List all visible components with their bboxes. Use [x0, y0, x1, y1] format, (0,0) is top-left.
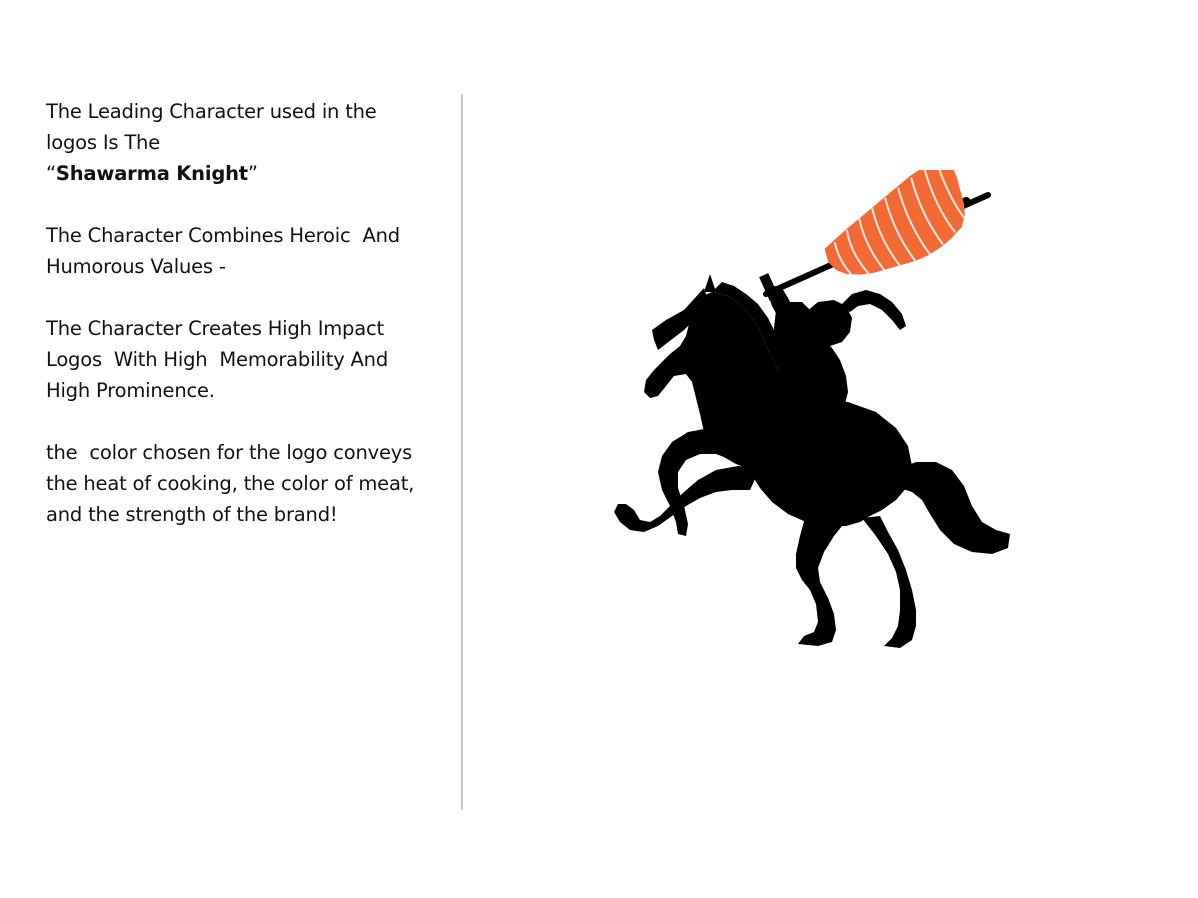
- shawarma-knight-logo: [600, 170, 1020, 650]
- shawarma-icon: [808, 170, 981, 294]
- values-line-1: The Character Combines Heroic And: [46, 224, 400, 247]
- character-name-line: [46, 158, 446, 189]
- quote-close: ”: [247, 162, 258, 185]
- impact-paragraph: [46, 313, 446, 406]
- intro-paragraph: [46, 96, 446, 189]
- impact-line-3: High Prominence.: [46, 379, 215, 402]
- description-column: [46, 96, 446, 530]
- intro-line-2: logos Is The: [46, 131, 160, 154]
- color-line-1: the color chosen for the logo conveys: [46, 441, 413, 464]
- vertical-divider: [461, 94, 463, 810]
- character-name: Shawarma Knight: [55, 162, 248, 185]
- impact-line-2: Logos With High Memorability And: [46, 348, 389, 371]
- color-paragraph: [46, 437, 446, 530]
- values-line-2: Humorous Values -: [46, 255, 226, 278]
- color-line-2: the heat of cooking, the color of meat,: [46, 472, 415, 495]
- horse-and-knight-silhouette: [614, 274, 1010, 648]
- color-line-3: and the strength of the brand!: [46, 503, 338, 526]
- impact-line-1: The Character Creates High Impact: [46, 317, 384, 340]
- quote-open: “: [46, 162, 56, 185]
- intro-line-1: The Leading Character used in the: [46, 100, 377, 123]
- values-paragraph: [46, 220, 446, 282]
